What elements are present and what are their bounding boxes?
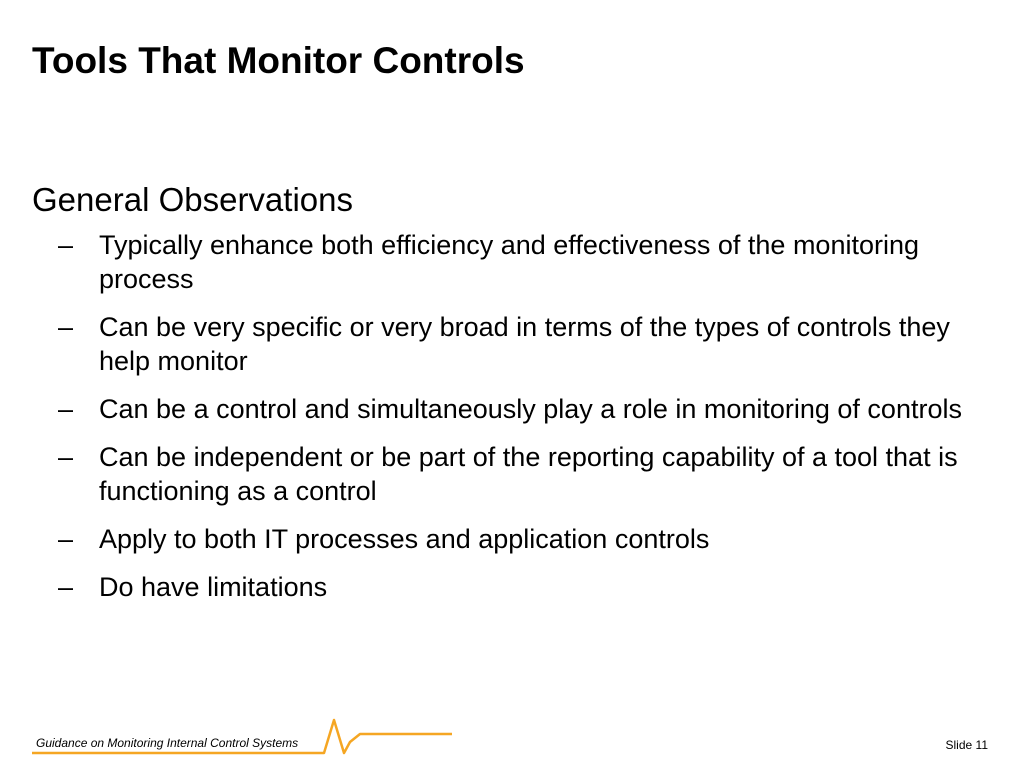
bullet-dash: –	[58, 230, 74, 260]
bullet-text: Can be a control and simultaneously play a role in monitoring of controls	[99, 394, 962, 424]
bullet-item	[32, 228, 1002, 296]
bullet-list	[32, 228, 1002, 604]
bullet-dash: –	[58, 442, 74, 472]
footer-caption: Guidance on Monitoring Internal Control Systems	[36, 736, 299, 750]
bullet-dash: –	[58, 524, 74, 554]
bullet-dash: –	[58, 572, 74, 602]
bullet-item	[32, 310, 1002, 378]
bullet-dash: –	[58, 394, 74, 424]
bullet-text: Can be independent or be part of the reporting capability of a tool that is functioning as a control	[99, 442, 958, 506]
bullet-item	[32, 392, 1002, 426]
section-heading: General Observations	[32, 181, 353, 218]
bullet-text: Apply to both IT processes and application controls	[99, 524, 710, 554]
slide-content	[32, 178, 1002, 618]
bullet-text: Do have limitations	[99, 572, 328, 602]
bullet-item	[32, 522, 1002, 556]
bullet-text: Can be very specific or very broad in terms of the types of controls they help monitor	[99, 312, 950, 376]
slide-number: Slide 11	[945, 738, 988, 752]
bullet-text: Typically enhance both efficiency and effectiveness of the monitoring process	[99, 230, 920, 294]
bullet-item	[32, 440, 1002, 508]
slide-title: Tools That Monitor Controls	[32, 40, 525, 81]
bullet-dash: –	[58, 312, 74, 342]
bullet-item	[32, 570, 1002, 604]
